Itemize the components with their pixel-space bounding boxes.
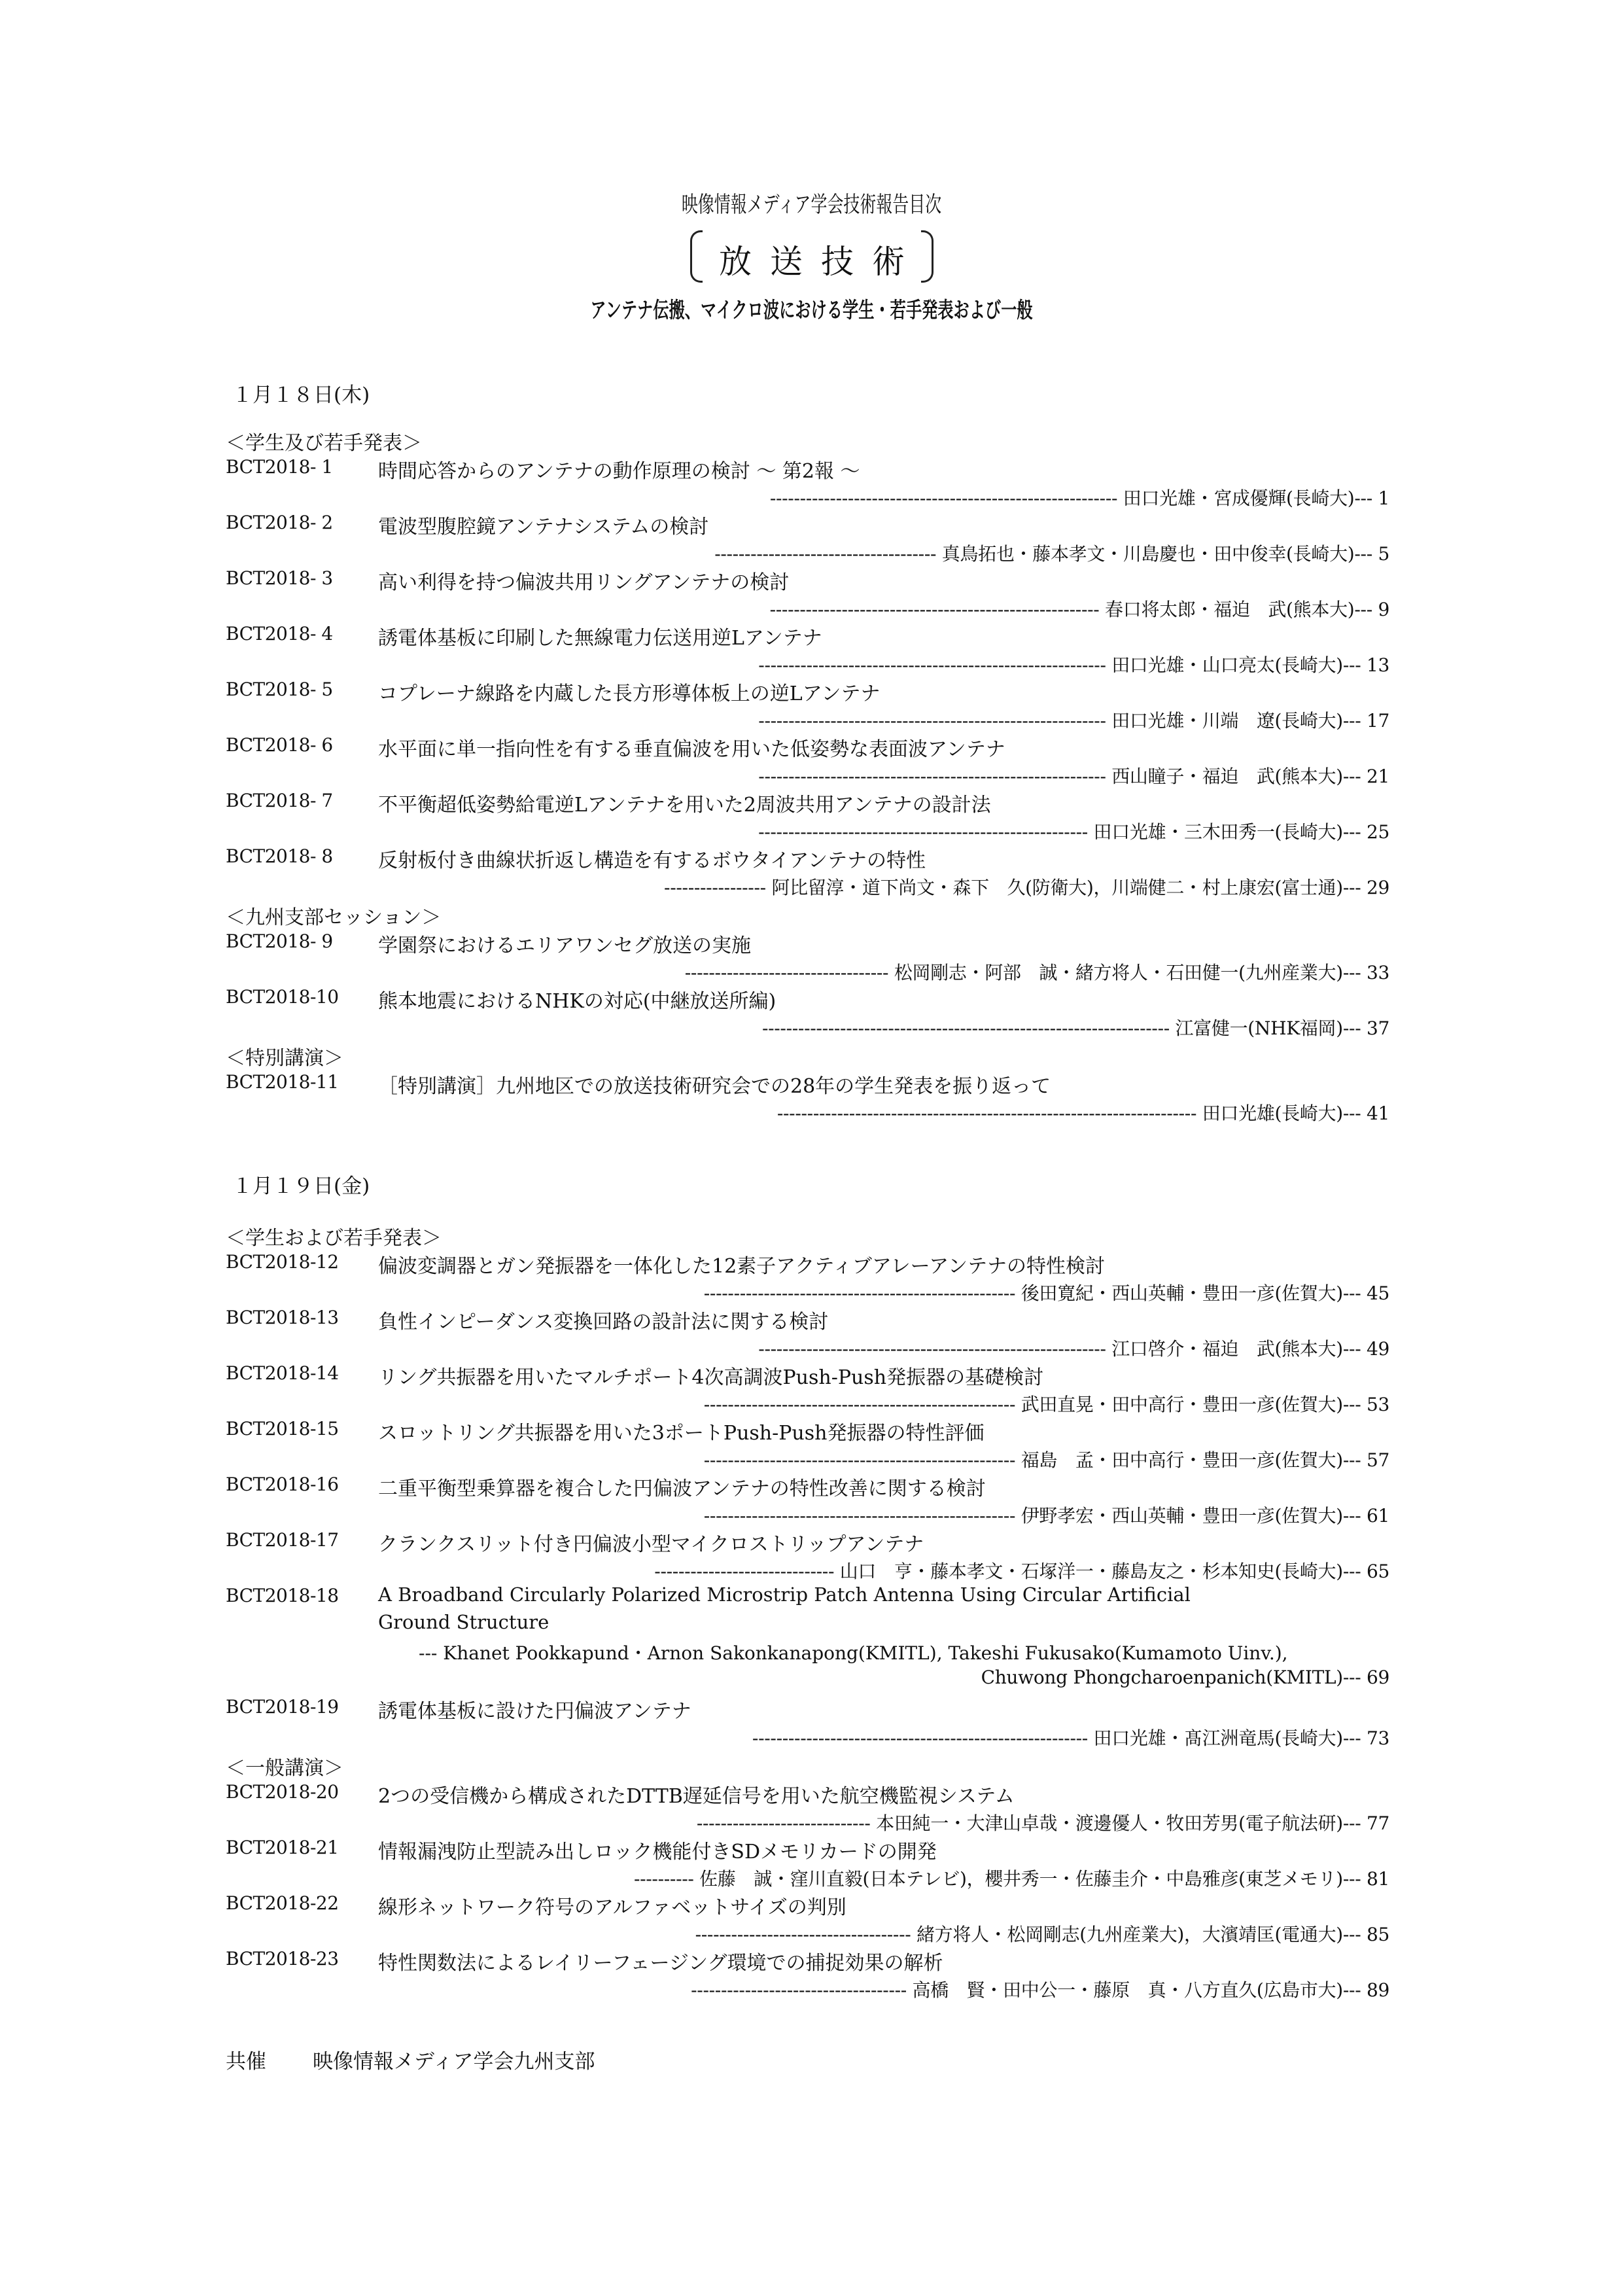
entry-authors: ------------------------------------------------------- 春口将太郎・福迫 武(熊本大)--- 9 <box>769 599 1389 620</box>
entry-authors: ---------------------------------------------------- 福島 孟・田中高行・豊田一彦(佐賀大)--- 57 <box>703 1449 1389 1471</box>
report-title: 映像情報メディア学会技術報告目次 <box>681 192 942 218</box>
entry-title: 負性インピーダンス変換回路の設計法に関する検討 <box>378 1311 829 1333</box>
entry-title: 特性関数法によるレイリーフェージング環境での捕捉効果の解析 <box>378 1952 943 1975</box>
entry-code: BCT2018- 8 <box>226 845 333 867</box>
entry-code: BCT2018-17 <box>226 1529 339 1551</box>
section-heading: ＜学生及び若手発表＞ <box>226 432 422 455</box>
entry-title: 不平衡超低姿勢給電逆Lアンテナを用いた2周波共用アンテナの設計法 <box>378 794 991 817</box>
entry-code: BCT2018- 4 <box>226 623 333 645</box>
entry-code: BCT2018-14 <box>226 1362 339 1384</box>
entry-authors-line1: --- Khanet Pookkapund・Arnon Sakonkanapong(KMITL), Takeshi Fukusako(Kumamoto Uinv.), <box>419 1642 1288 1664</box>
entry-code: BCT2018- 1 <box>226 456 333 478</box>
entry-title: 熊本地震におけるNHKの対応(中継放送所編) <box>378 990 777 1013</box>
entry-code: BCT2018-20 <box>226 1781 339 1803</box>
category-heading <box>690 229 934 283</box>
category-title: 放送技術 <box>719 243 923 281</box>
entry-authors: ----------------- 阿比留淳・道下尚文・森下 久(防衛大)，川端健二・村上康宏(富士通)--- 29 <box>664 877 1389 898</box>
entry-code: BCT2018-11 <box>226 1071 339 1093</box>
entry-title: 誘電体基板に設けた円偏波アンテナ <box>378 1700 691 1723</box>
entry-authors: ---------------------------------- 松岡剛志・阿部 誠・緒方将人・石田健一(九州産業大)--- 33 <box>684 962 1389 983</box>
entry-code: BCT2018-15 <box>226 1418 339 1439</box>
entry-code: BCT2018- 5 <box>226 679 333 700</box>
entry-title: 偏波変調器とガン発振器を一体化した12素子アクティブアレーアンテナの特性検討 <box>378 1255 1105 1278</box>
entry-title: リング共振器を用いたマルチポート4次高調波Push-Push発振器の基礎検討 <box>378 1366 1044 1389</box>
entry-authors: ---------------------------------------------------------------------- 田口光雄(長崎大)--- 41 <box>777 1103 1389 1124</box>
entry-title: A Broadband Circularly Polarized Microstrip Patch Antenna Using Circular Artificial <box>378 1583 1191 1606</box>
entry-title: 情報漏洩防止型読み出しロック機能付きSDメモリカードの開発 <box>378 1841 937 1863</box>
day-date: １月１８日(木) <box>232 383 370 407</box>
entry-title-line2: Ground Structure <box>378 1611 550 1633</box>
entry-authors: ---------------------------------------------------- 武田直晃・田中高行・豊田一彦(佐賀大)--- 53 <box>703 1394 1389 1415</box>
entry-title: ［特別講演］九州地区での放送技術研究会での28年の学生発表を振り返って <box>378 1075 1051 1098</box>
entry-authors: -------------------------------------------------------- 田口光雄・髙江洲竜馬(長崎大)--- 73 <box>752 1727 1389 1749</box>
entry-code: BCT2018-16 <box>226 1474 339 1495</box>
entry-authors: ---------------------------------------------------------- 田口光雄・山口亮太(長崎大)--- 13 <box>758 654 1389 676</box>
entry-authors: ---------------------------------------------------------- 江口啓介・福迫 武(熊本大)--- 49 <box>758 1338 1389 1360</box>
entry-title: 誘電体基板に印刷した無線電力伝送用逆Lアンテナ <box>378 627 822 650</box>
entry-title: 時間応答からのアンテナの動作原理の検討 ～ 第2報 ～ <box>378 460 860 483</box>
entry-authors: ---------------------------------------------------- 伊野孝宏・西山英輔・豊田一彦(佐賀大)--- 61 <box>703 1505 1389 1527</box>
entry-authors: ------------------------------------------------------- 田口光雄・三木田秀一(長崎大)--- 25 <box>758 821 1389 843</box>
entry-title: 高い利得を持つ偏波共用リングアンテナの検討 <box>378 571 790 594</box>
entry-code: BCT2018- 6 <box>226 734 333 756</box>
cohost-organizer: 映像情報メディア学会九州支部 <box>313 2050 595 2074</box>
entry-code: BCT2018- 2 <box>226 512 333 533</box>
entry-authors: ------------------------------------ 緒方将人・松岡剛志(九州産業大)，大濱靖匡(電通大)--- 85 <box>695 1924 1389 1945</box>
entry-code: BCT2018-12 <box>226 1251 339 1273</box>
section-heading: ＜一般講演＞ <box>226 1757 343 1780</box>
entry-authors: ---------------------------------------------------------- 田口光雄・川端 遼(長崎大)--- 17 <box>758 710 1389 732</box>
session-subtitle: アンテナ伝搬、マイクロ波における学生・若手発表および一般 <box>590 297 1033 323</box>
entry-authors: ---------- 佐藤 誠・窪川直毅(日本テレビ)，櫻井秀一・佐藤圭介・中島雅彦(東芝メモリ)--- 81 <box>633 1868 1389 1890</box>
entry-authors: ---------------------------------------------------------- 田口光雄・宮成優輝(長崎大)--- 1 <box>769 487 1389 509</box>
entry-code: BCT2018-10 <box>226 986 339 1008</box>
entry-code: BCT2018- 3 <box>226 567 333 589</box>
day-date: １月１９日(金) <box>232 1174 370 1198</box>
entry-code: BCT2018-13 <box>226 1307 339 1328</box>
entry-code: BCT2018-21 <box>226 1837 339 1858</box>
entry-authors: Chuwong Phongcharoenpanich(KMITL)--- 69 <box>981 1667 1389 1688</box>
entry-authors: ------------------------------------ 高橋 賢・田中公一・藤原 真・八方直久(広島市大)--- 89 <box>691 1979 1389 2001</box>
entry-title: 線形ネットワーク符号のアルファベットサイズの判別 <box>378 1896 846 1919</box>
section-heading: ＜九州支部セッション＞ <box>226 906 442 929</box>
entry-code: BCT2018-22 <box>226 1892 339 1914</box>
entry-code: BCT2018- 7 <box>226 790 333 811</box>
entry-title: スロットリング共振器を用いた3ポートPush-Push発振器の特性評価 <box>378 1422 985 1445</box>
entry-title: クランクスリット付き円偏波小型マイクロストリップアンテナ <box>378 1533 924 1556</box>
section-heading: ＜学生および若手発表＞ <box>226 1227 442 1250</box>
right-bracket <box>921 230 934 283</box>
entry-code: BCT2018-19 <box>226 1696 339 1718</box>
entry-code: BCT2018- 9 <box>226 930 333 952</box>
entry-authors: ----------------------------- 本田純一・大津山卓哉・渡邊優人・牧田芳男(電子航法研)--- 77 <box>696 1812 1389 1834</box>
entry-title: 水平面に単一指向性を有する垂直偏波を用いた低姿勢な表面波アンテナ <box>378 738 1005 761</box>
entry-authors: ---------------------------------------------------------- 西山瞳子・福迫 武(熊本大)--- 21 <box>758 766 1389 787</box>
section-heading: ＜特別講演＞ <box>226 1047 343 1070</box>
entry-code: BCT2018-18 <box>226 1585 339 1606</box>
entry-title: 電波型腹腔鏡アンテナシステムの検討 <box>378 516 709 539</box>
entry-authors: ------------------------------ 山口 亨・藤本孝文・石塚洋一・藤島友之・杉本知史(長崎大)--- 65 <box>654 1561 1389 1582</box>
entry-title: 反射板付き曲線状折返し構造を有するボウタイアンテナの特性 <box>378 849 926 872</box>
cohost-label: 共催 <box>226 2050 266 2074</box>
entry-title: 二重平衡型乗算器を複合した円偏波アンテナの特性改善に関する検討 <box>378 1477 986 1500</box>
entry-authors: -------------------------------------------------------------------- 江富健一(NHK福岡)--- 37 <box>761 1017 1389 1039</box>
entry-title: 2つの受信機から構成されたDTTB遅延信号を用いた航空機監視システム <box>378 1785 1015 1808</box>
entry-code: BCT2018-23 <box>226 1948 339 1969</box>
entry-title: コプレーナ線路を内蔵した長方形導体板上の逆Lアンテナ <box>378 682 881 705</box>
entry-authors: ---------------------------------------------------- 後田寛紀・西山英輔・豊田一彦(佐賀大)--- 45 <box>703 1282 1389 1304</box>
entry-authors: ------------------------------------- 真鳥拓也・藤本孝文・川島慶也・田中俊幸(長崎大)--- 5 <box>714 543 1389 565</box>
entry-title: 学園祭におけるエリアワンセグ放送の実施 <box>378 934 751 957</box>
